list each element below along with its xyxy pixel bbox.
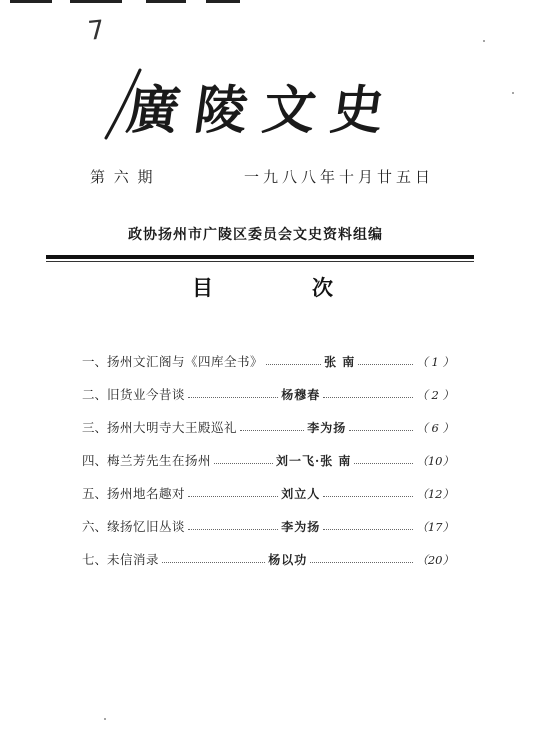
top-edge-bar <box>10 0 52 3</box>
toc-item-number: 五、 <box>82 486 108 501</box>
toc-leader-dots <box>310 561 413 563</box>
paper-speck <box>483 40 485 42</box>
toc-item-page: （ 1 ） <box>416 355 454 369</box>
paper-speck <box>512 92 514 94</box>
top-edge-bars <box>0 0 538 6</box>
top-edge-bar <box>206 0 240 3</box>
handwritten-mark: 7 <box>86 15 107 47</box>
toc-item-author: 刘一飞·张 南 <box>276 454 352 468</box>
toc-item[interactable] <box>82 517 454 535</box>
toc-item-author: 李为扬 <box>307 421 347 435</box>
toc-item-title: 未信消录 <box>107 552 160 567</box>
issue-date: 一九八八年十月廿五日 <box>244 168 435 186</box>
paper-speck <box>104 718 106 720</box>
toc-item[interactable] <box>82 352 454 370</box>
toc-leader-dots <box>188 495 278 497</box>
toc-item[interactable] <box>82 385 454 403</box>
toc-leader-dots <box>358 363 413 365</box>
toc-item-title: 扬州大明寺大王殿巡礼 <box>107 420 238 435</box>
toc-item-title: 旧货业今昔谈 <box>107 387 186 402</box>
toc-item-page: （ 6 ） <box>416 421 454 435</box>
toc-leader-dots <box>188 528 278 530</box>
toc-item-number: 七、 <box>82 552 108 567</box>
toc-item-author: 杨以功 <box>268 553 308 567</box>
toc-item-page: （10） <box>416 454 454 468</box>
toc-item-page: （20） <box>416 553 454 567</box>
toc-item-author: 李为扬 <box>281 520 321 534</box>
toc-leader-dots <box>188 396 278 398</box>
issue-number: 第 六 期 <box>90 168 155 186</box>
toc-item-page: （17） <box>416 520 454 534</box>
toc-item-number: 三、 <box>82 420 108 435</box>
toc-item-number: 四、 <box>82 453 108 468</box>
toc-leader-dots <box>349 429 413 431</box>
toc-heading-1: 目 <box>192 275 213 300</box>
toc-item[interactable] <box>82 451 454 469</box>
toc-item-number: 二、 <box>82 387 108 402</box>
toc-leader-dots <box>323 495 413 497</box>
toc-item-title: 扬州文汇阁与《四库全书》 <box>107 354 264 369</box>
top-edge-bar <box>146 0 186 3</box>
toc-item-author: 刘立人 <box>281 487 321 501</box>
divider-thick <box>46 255 474 259</box>
toc-leader-dots <box>323 528 413 530</box>
toc-item-author: 张 南 <box>324 355 356 369</box>
toc-item-author: 杨穆春 <box>281 388 321 402</box>
toc-leader-dots <box>323 396 413 398</box>
toc-leader-dots <box>266 363 321 365</box>
toc-item-title: 扬州地名趣对 <box>107 486 186 501</box>
toc-item-number: 六、 <box>82 519 108 534</box>
toc-leader-dots <box>240 429 304 431</box>
toc-item-title: 梅兰芳先生在扬州 <box>107 453 212 468</box>
toc-item[interactable] <box>82 550 454 568</box>
toc-item[interactable] <box>82 484 454 502</box>
toc-list <box>82 352 454 583</box>
toc-leader-dots <box>354 462 413 464</box>
toc-item-number: 一、 <box>82 354 108 369</box>
toc-leader-dots <box>214 462 273 464</box>
journal-title: 廣陵文史 <box>123 80 404 141</box>
toc-heading-2: 次 <box>312 275 333 300</box>
top-edge-bar <box>70 0 122 3</box>
editor-line: 政协扬州市广陵区委员会文史资料组编 <box>128 227 383 243</box>
toc-item-page: （12） <box>416 487 454 501</box>
divider-thin <box>46 261 474 262</box>
masthead <box>100 62 440 142</box>
toc-item-title: 缘扬忆旧丛谈 <box>107 519 186 534</box>
toc-leader-dots <box>162 561 265 563</box>
toc-item-page: （ 2 ） <box>416 388 454 402</box>
toc-item[interactable] <box>82 418 454 436</box>
